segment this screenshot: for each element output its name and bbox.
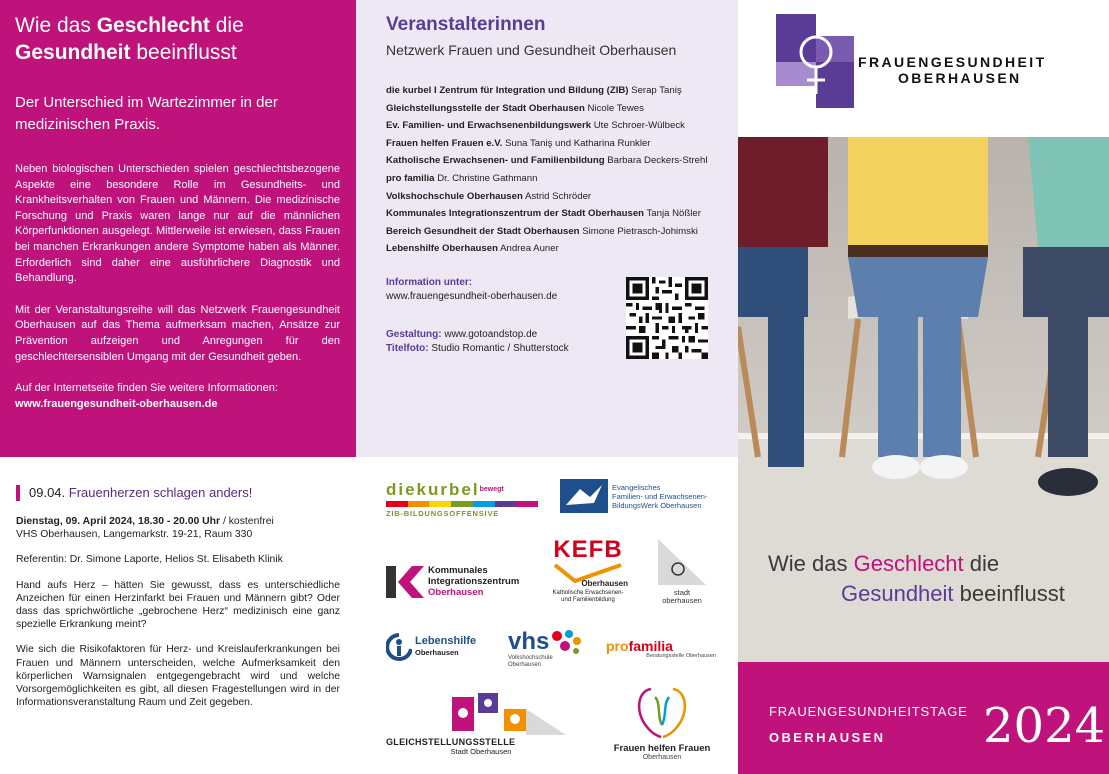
- organizers-heading: Veranstalterinnen: [386, 14, 546, 35]
- organizer-name: pro familia: [386, 172, 435, 184]
- organizer-name: die kurbel I Zentrum für Integration und Bildung (ZIB): [386, 85, 629, 96]
- organizer-name: Frauen helfen Frauen e.V.: [386, 137, 503, 149]
- organizer-row: [386, 152, 708, 170]
- event-date: 09.04.: [29, 485, 66, 500]
- logo-frauen-helfen-frauen: Frauen helfen Frauen Oberhausen: [612, 683, 712, 761]
- logo-lebenshilfe: Lebenshilfe Oberhausen: [386, 633, 476, 661]
- design-label: Gestaltung:: [386, 328, 442, 340]
- organizer-name: Lebenshilfe Oberhausen: [386, 243, 498, 255]
- ev-bird-icon: [560, 479, 608, 513]
- organizer-name: Katholische Erwachsenen- und Familienbildung: [386, 155, 605, 167]
- intro-subtitle: Der Unterschied im Wartezimmer in der medizinischen Praxis.: [15, 94, 278, 133]
- organizer-row: [386, 100, 708, 118]
- organizer-person: Astrid Schröder: [524, 190, 592, 202]
- intro-url-link[interactable]: www.frauengesundheit-oberhausen.de: [15, 397, 218, 410]
- logo-ev-familienbildungswerk: Evangelisches Familien- und Erwachsenen- BildungsWerk Oberhausen: [560, 479, 730, 513]
- logo-diekurbel: diekurbel$^{bewegt}$ ZIB-BILDUNGSOFFENSIVE: [386, 481, 538, 518]
- fhf-faces-icon: [631, 683, 693, 741]
- intro-paragraph-2: Mit der Veranstaltungsreihe will das Netzwerk Frauengesundheit Oberhausen auf das Thema aufmerksam machen, Ansätze zur Prävention aufzeigen und Anregungen für den geschlechtersensiblen Umgang mit der Gesundheit geben.: [15, 303, 340, 363]
- logo-pro-familia: profamilia Beratungsstelle Oberhausen: [606, 638, 716, 659]
- logo-kefb: KEFB Oberhausen Katholische Erwachsenen- und Familienbildung: [552, 536, 628, 603]
- organizer-row: [386, 82, 708, 100]
- organizer-row: [386, 188, 708, 206]
- brand-name: FRAUENGESUNDHEIT OBERHAUSEN: [858, 54, 1047, 86]
- info-url-link[interactable]: www.frauengesundheit-oberhausen.de: [386, 290, 558, 302]
- logo-gleichstellungsstelle: GLEICHSTELLUNGSSTELLE Stadt Oberhausen: [386, 691, 576, 756]
- organizer-person: Serap Taniş: [631, 85, 682, 96]
- organizer-name: Bereich Gesundheit der Stadt Oberhausen: [386, 225, 580, 237]
- partner-logos: [356, 457, 738, 774]
- cover-photo: [738, 137, 1109, 662]
- photo-value: Studio Romantic / Shutterstock: [431, 342, 569, 354]
- organizer-row: [386, 223, 708, 241]
- stadt-triangle-icon: [656, 537, 708, 587]
- event-title: Frauenherzen schlagen anders!: [68, 485, 253, 500]
- event-speaker: Referentin: Dr. Simone Laporte, Helios St. Elisabeth Klinik: [16, 554, 283, 566]
- organizer-name: Volkshochschule Oberhausen: [386, 190, 523, 202]
- organizers-list: [386, 82, 708, 258]
- organizer-person: Tanja Nößler: [646, 208, 701, 220]
- organizer-person: Andrea Auner: [500, 243, 559, 255]
- ki-icon: [386, 566, 424, 598]
- organizer-name: Ev. Familien- und Erwachsenenbildungswerk: [386, 120, 592, 132]
- info-label: Information unter:: [386, 276, 473, 288]
- organizer-row: [386, 170, 708, 188]
- event-details: Dienstag, 09. April 2024, 18.30 - 20.00 Uhr / kostenfrei VHS Oberhausen, Langemarkstr. 19-21, Raum 330: [16, 516, 274, 541]
- organizer-row: [386, 205, 708, 223]
- vhs-dots-icon: [549, 629, 583, 655]
- lebenshilfe-icon: [386, 633, 412, 661]
- organizer-row: [386, 117, 708, 135]
- kurbel-color-bar: [386, 501, 538, 507]
- photo-label: Titelfoto:: [386, 342, 429, 354]
- design-value[interactable]: www.gotoandstop.de: [444, 328, 538, 340]
- footer-year: 2024: [983, 698, 1106, 754]
- event-panel: [0, 457, 356, 774]
- intro-title: Wie das Geschlecht die Gesundheit beeinflusst: [15, 14, 244, 64]
- organizer-person: Nicole Tewes: [587, 102, 644, 114]
- organizer-person: Dr. Christine Gathmann: [437, 172, 538, 184]
- logo-stadt-oberhausen: stadt oberhausen: [654, 537, 710, 605]
- footer-city: OBERHAUSEN: [769, 730, 886, 745]
- organizer-person: Simone Pietrasch-Johimski: [582, 225, 698, 237]
- cover-caption: Wie das Geschlecht die Gesundheit beeinflusst: [768, 551, 1065, 606]
- cover-footer: [738, 662, 1109, 774]
- organizers-subheading: Netzwerk Frauen und Gesundheit Oberhausen: [386, 42, 677, 58]
- event-paragraph-2: Wie sich die Risikofaktoren für Herz- und Kreislauferkrankungen bei Frauen und Männern unterscheiden, welche Aufmerksamkeit den körperlichen Warnsignalen entgegengebracht wird und welche Vorsorgemöglichkeiten es gibt, all diesen Fragestellungen wird in der Informationsveranstaltung Raum und Zeit gegeben.: [16, 644, 340, 709]
- organizer-person: Suna Taniş und Katharina Runkler: [505, 137, 651, 149]
- logo-kommunales-integrationszentrum: Kommunales Integrationszentrum Oberhausen: [386, 565, 519, 598]
- intro-panel: [0, 0, 356, 457]
- event-heading: [16, 485, 340, 501]
- organizer-name: Gleichstellungsstelle der Stadt Oberhausen: [386, 102, 585, 114]
- event-paragraph-1: Hand aufs Herz – hätten Sie gewusst, dass es unterschiedliche Anzeichen für einen Herzinfarkt bei Frauen und Männern gibt? Oder dass das sprichwörtliche „gebrochene Herz“ medizinisch eine ganz spezielle Erkrankung meint?: [16, 579, 340, 631]
- qr-code[interactable]: [626, 277, 708, 359]
- intro-paragraph-1: Neben biologischen Unterschieden spielen geschlechtsbezogene Aspekte eine besondere Rolle im Gesundheits- und Krankheitsverhalten von Frauen und Männern. Die medizinische Forschung und Praxis waren lange nur auf die männlichen Körperfunktionen ausgelegt. Mittlerweile ist erwiesen, dass Frauen bei manchen Erkrankungen andere Symptome haben als Männer. Erforderlich sind daher eine ausführlichere Diagnostik und Behandlung.: [15, 163, 340, 285]
- brand-header: [738, 0, 1109, 137]
- logo-vhs: vhs Volkshochschule Oberhausen: [508, 629, 592, 669]
- cover-panel: [738, 0, 1109, 774]
- intro-paragraph-3: Auf der Internetseite finden Sie weitere Informationen: www.frauengesundheit-oberhausen.de: [15, 381, 340, 412]
- organizer-person: Ute Schroer-Wülbeck: [593, 120, 685, 132]
- organizer-name: Kommunales Integrationszentrum der Stadt Oberhausen: [386, 208, 645, 220]
- organizer-row: [386, 240, 708, 258]
- organizer-row: [386, 135, 708, 153]
- venus-logo-icon: [776, 14, 854, 110]
- footer-title: FRAUENGESUNDHEITSTAGE: [769, 704, 968, 719]
- gleichstellung-icon: [386, 691, 576, 737]
- organizers-panel: [356, 0, 738, 457]
- organizer-person: Barbara Deckers-Strehl: [607, 155, 708, 167]
